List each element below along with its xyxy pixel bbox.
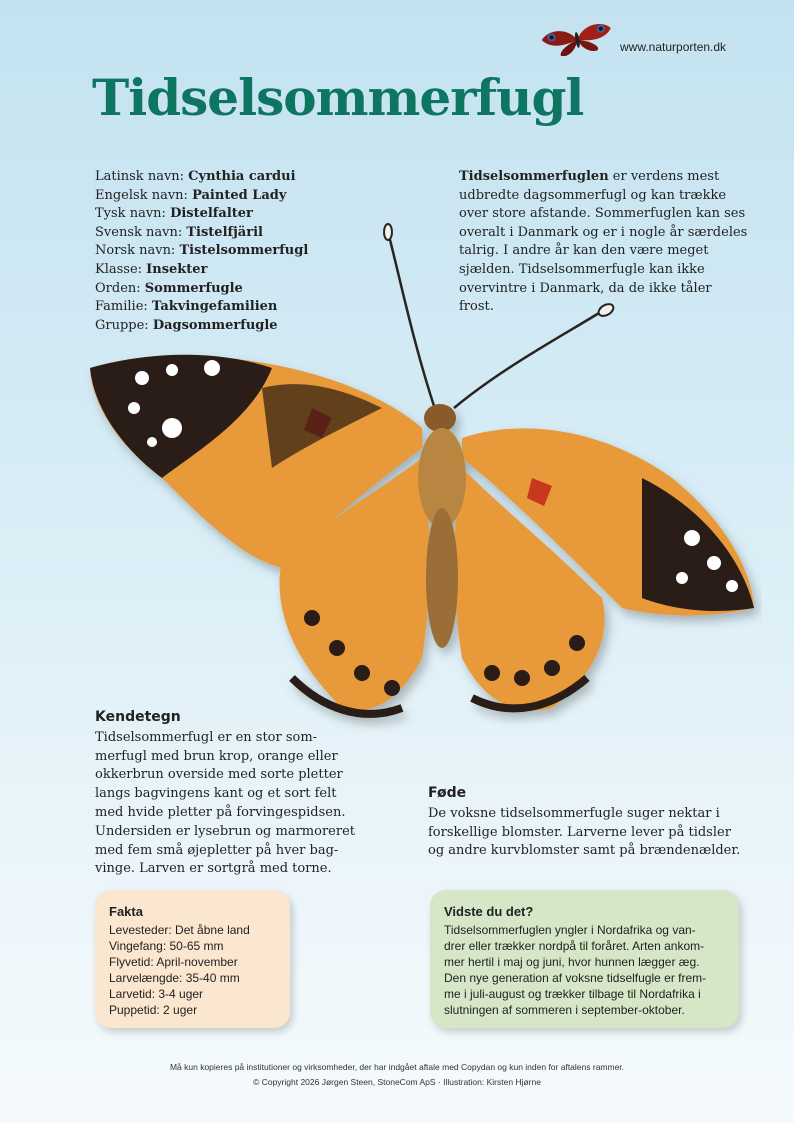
kendetegn-line: med fem små øjepletter på hver bag-: [95, 842, 339, 858]
fakta-heading: Fakta: [109, 904, 143, 919]
fakta-line: Levesteder: Det åbne land: [109, 923, 250, 937]
name-row: Engelsk navn: Painted Lady: [95, 187, 287, 203]
vidste-line: Den nye generation af voksne tidselfugle er frem-: [444, 971, 707, 985]
fode-line: forskellige blomster. Larverne lever på tidsler: [428, 824, 731, 840]
fakta-box: [95, 890, 290, 1028]
fode-line: og andre kurvblomster samt på brændenælder.: [428, 843, 741, 859]
intro-paragraph: Tidselsommerfuglen er verdens mest udbredte dagsommerfugl og kan trække over store afstande. Sommerfuglen kan ses overalt i Danmark og er i nogle år særdeles talrig. I andre år kan den være meget sjælden. Tidselsommerfugle kan ikke overvintre i Danmark, da de ikke tåler frost.: [459, 169, 748, 315]
vidste-line: Tidselsommerfuglen yngler i Nordafrika og van-: [444, 923, 696, 937]
kendetegn-section: [95, 708, 370, 879]
name-row: Orden: Sommerfugle: [95, 280, 243, 296]
vidste-du-det-box: [430, 890, 739, 1028]
vidste-line: mer hertil i maj og juni, hvor hunnen lægger æg.: [444, 955, 700, 969]
fode-heading: Føde: [428, 785, 467, 801]
footer-copyright: © Copyright 2026 Jørgen Steen, StoneCom ApS · Illustration: Kirsten Hjørne: [253, 1077, 541, 1087]
fakta-line: Larvelængde: 35-40 mm: [109, 971, 240, 985]
site-url: www.naturporten.dk: [620, 40, 727, 54]
name-row: Tysk navn: Distelfalter: [95, 206, 253, 222]
peacock-butterfly-logo-icon: [538, 20, 616, 56]
fakta-line: Flyvetid: April-november: [109, 955, 238, 969]
name-row: Klasse: Insekter: [95, 261, 208, 277]
vidste-line: slutningen af sommeren i september-oktober.: [444, 1003, 685, 1017]
name-row: Norsk navn: Tistelsommerfugl: [95, 243, 309, 259]
kendetegn-line: vinge. Larven er sortgrå med torne.: [95, 861, 332, 877]
name-row: Familie: Takvingefamilien: [95, 299, 278, 315]
kendetegn-line: merfugl med brun krop, orange eller: [95, 748, 338, 764]
vidste-line: drer eller trækker nordpå til foråret. Arten ankom-: [444, 939, 705, 953]
fode-line: De voksne tidselsommerfugle suger nektar i: [428, 805, 720, 821]
footer-license: Må kun kopieres på institutioner og virksomheder, der har indgået aftale med Copydan og kun inden for aftalens rammer.: [169, 1062, 625, 1072]
name-row: Gruppe: Dagsommerfugle: [95, 317, 278, 333]
fode-section: [428, 784, 748, 861]
name-row: Latinsk navn: Cynthia cardui: [95, 169, 296, 184]
kendetegn-line: okkerbrun overside med sorte pletter: [95, 767, 343, 783]
kendetegn-line: langs bagvingens kant og et sort felt: [95, 786, 337, 802]
vidste-heading: Vidste du det?: [444, 904, 534, 919]
kendetegn-line: Undersiden er lysebrun og marmoreret: [95, 823, 355, 839]
kendetegn-line: med hvide pletter på forvingespidsen.: [95, 804, 346, 820]
vidste-line: me i juli-august og trækker tilbage til Nordafrika i: [444, 987, 701, 1001]
fakta-line: Puppetid: 2 uger: [109, 1003, 198, 1017]
fakta-line: Larvetid: 3-4 uger: [109, 987, 204, 1001]
kendetegn-heading: Kendetegn: [95, 709, 181, 725]
page-title: Tidselsommerfugl: [92, 68, 584, 127]
name-row: Svensk navn: Tistelfjäril: [95, 224, 263, 240]
painted-lady-butterfly-illustration: [82, 218, 762, 738]
kendetegn-line: Tidselsommerfugl er en stor som-: [95, 729, 318, 745]
fakta-line: Vingefang: 50-65 mm: [109, 939, 224, 953]
